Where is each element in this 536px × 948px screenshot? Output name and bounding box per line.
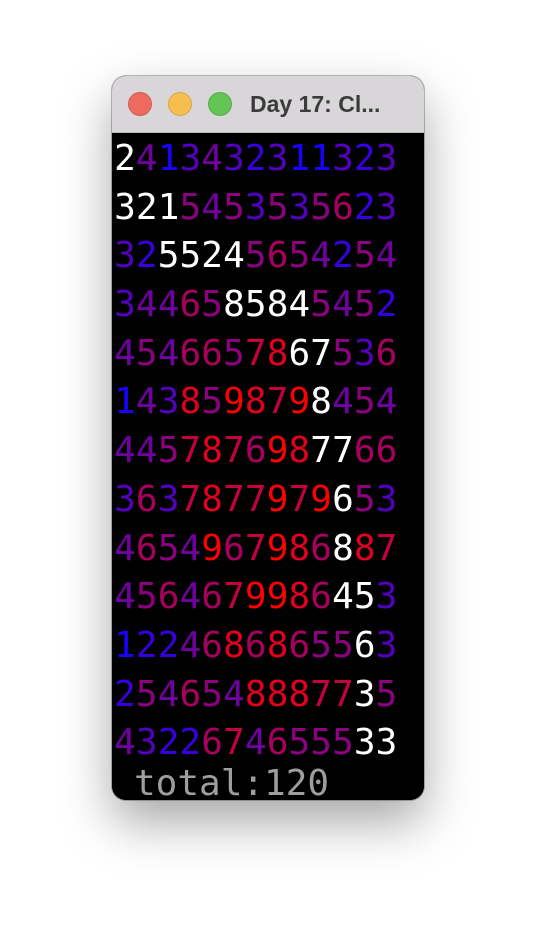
grid-cell: 5 bbox=[157, 430, 180, 472]
grid-cell: 3 bbox=[353, 332, 376, 374]
grid-cell: 5 bbox=[179, 235, 202, 277]
grid-cell: 5 bbox=[353, 381, 376, 423]
grid-cell: 6 bbox=[201, 576, 223, 618]
grid-cell: 2 bbox=[157, 624, 180, 666]
grid-cell: 5 bbox=[353, 478, 376, 520]
grid-cell: 2 bbox=[114, 673, 136, 715]
grid-cell: 6 bbox=[179, 673, 202, 715]
grid-row bbox=[114, 525, 397, 574]
grid-cell: 2 bbox=[135, 235, 158, 277]
heat-loss-grid bbox=[114, 135, 397, 768]
grid-cell: 4 bbox=[135, 138, 158, 179]
grid-cell: 6 bbox=[353, 430, 376, 472]
zoom-button[interactable] bbox=[208, 92, 232, 116]
grid-row bbox=[114, 232, 397, 281]
grid-cell: 6 bbox=[288, 332, 311, 374]
grid-cell: 5 bbox=[135, 576, 158, 618]
grid-cell: 9 bbox=[266, 527, 289, 569]
grid-cell: 3 bbox=[353, 722, 376, 764]
grid-cell: 4 bbox=[310, 235, 332, 277]
grid-cell: 6 bbox=[135, 527, 158, 569]
grid-cell: 6 bbox=[201, 332, 223, 374]
grid-cell: 5 bbox=[288, 722, 311, 764]
grid-row bbox=[114, 573, 397, 622]
grid-cell: 4 bbox=[375, 381, 398, 423]
grid-cell: 3 bbox=[157, 478, 180, 520]
grid-cell: 3 bbox=[375, 478, 398, 520]
grid-cell: 4 bbox=[157, 673, 180, 715]
grid-cell: 7 bbox=[332, 673, 354, 715]
grid-cell: 3 bbox=[244, 186, 267, 228]
grid-cell: 5 bbox=[244, 284, 267, 326]
grid-row bbox=[114, 427, 397, 476]
grid-row bbox=[114, 378, 397, 427]
grid-cell: 3 bbox=[375, 576, 398, 618]
grid-cell: 5 bbox=[353, 235, 376, 277]
grid-row bbox=[114, 476, 397, 525]
grid-cell: 4 bbox=[179, 527, 202, 569]
grid-cell: 7 bbox=[179, 478, 202, 520]
grid-cell: 2 bbox=[375, 284, 398, 326]
grid-row bbox=[114, 135, 397, 184]
grid-cell: 4 bbox=[179, 624, 202, 666]
grid-cell: 2 bbox=[114, 138, 136, 179]
grid-cell: 7 bbox=[223, 430, 245, 472]
grid-cell: 7 bbox=[223, 478, 245, 520]
grid-cell: 6 bbox=[266, 235, 289, 277]
grid-cell: 7 bbox=[310, 430, 332, 472]
grid-cell: 2 bbox=[179, 722, 202, 764]
grid-cell: 2 bbox=[135, 186, 158, 228]
total-label: total:120 bbox=[134, 763, 330, 800]
grid-cell: 5 bbox=[310, 284, 332, 326]
grid-cell: 4 bbox=[288, 284, 311, 326]
grid-row bbox=[114, 671, 397, 720]
grid-cell: 4 bbox=[179, 576, 202, 618]
grid-cell: 9 bbox=[266, 478, 289, 520]
app-window bbox=[112, 76, 424, 800]
grid-cell: 5 bbox=[244, 235, 267, 277]
grid-cell: 5 bbox=[310, 624, 332, 666]
grid-cell: 5 bbox=[135, 332, 158, 374]
grid-cell: 2 bbox=[353, 138, 376, 179]
grid-cell: 9 bbox=[266, 576, 289, 618]
grid-cell: 8 bbox=[310, 381, 332, 423]
grid-cell: 6 bbox=[179, 332, 202, 374]
grid-cell: 5 bbox=[332, 332, 354, 374]
grid-cell: 6 bbox=[310, 576, 332, 618]
grid-cell: 6 bbox=[201, 722, 223, 764]
grid-cell: 7 bbox=[244, 332, 267, 374]
grid-cell: 9 bbox=[288, 381, 311, 423]
grid-cell: 4 bbox=[135, 284, 158, 326]
grid-cell: 3 bbox=[375, 722, 398, 764]
grid-cell: 3 bbox=[223, 138, 245, 179]
minimize-button[interactable] bbox=[168, 92, 192, 116]
grid-cell: 5 bbox=[353, 284, 376, 326]
grid-cell: 3 bbox=[266, 138, 289, 179]
grid-cell: 4 bbox=[114, 722, 136, 764]
grid-cell: 8 bbox=[288, 576, 311, 618]
grid-row bbox=[114, 184, 397, 233]
grid-cell: 4 bbox=[114, 430, 136, 472]
canvas-area bbox=[112, 133, 424, 800]
grid-cell: 4 bbox=[332, 576, 354, 618]
grid-cell: 5 bbox=[266, 186, 289, 228]
window-title: Day 17: Cl... bbox=[250, 91, 381, 117]
grid-cell: 3 bbox=[353, 673, 376, 715]
grid-cell: 7 bbox=[266, 381, 289, 423]
grid-cell: 1 bbox=[288, 138, 311, 179]
grid-cell: 5 bbox=[201, 381, 223, 423]
grid-cell: 8 bbox=[244, 673, 267, 715]
grid-cell: 5 bbox=[375, 673, 398, 715]
grid-cell: 6 bbox=[288, 624, 311, 666]
grid-cell: 3 bbox=[375, 186, 398, 228]
grid-cell: 1 bbox=[157, 138, 180, 179]
grid-cell: 6 bbox=[375, 430, 398, 472]
grid-cell: 1 bbox=[114, 624, 136, 666]
grid-cell: 4 bbox=[157, 332, 180, 374]
grid-cell: 9 bbox=[310, 478, 332, 520]
grid-cell: 7 bbox=[310, 673, 332, 715]
grid-cell: 8 bbox=[201, 478, 223, 520]
grid-cell: 2 bbox=[244, 138, 267, 179]
grid-cell: 5 bbox=[157, 527, 180, 569]
grid-cell: 8 bbox=[223, 624, 245, 666]
grid-cell: 7 bbox=[332, 430, 354, 472]
grid-cell: 6 bbox=[375, 332, 398, 374]
grid-cell: 8 bbox=[244, 381, 267, 423]
grid-cell: 7 bbox=[179, 430, 202, 472]
grid-cell: 8 bbox=[266, 673, 289, 715]
grid-cell: 1 bbox=[157, 186, 180, 228]
grid-cell: 3 bbox=[114, 478, 136, 520]
grid-cell: 6 bbox=[353, 624, 376, 666]
grid-cell: 7 bbox=[375, 527, 398, 569]
grid-cell: 4 bbox=[375, 235, 398, 277]
grid-cell: 6 bbox=[201, 624, 223, 666]
grid-cell: 9 bbox=[266, 430, 289, 472]
grid-cell: 3 bbox=[114, 186, 136, 228]
grid-cell: 5 bbox=[353, 576, 376, 618]
grid-cell: 1 bbox=[114, 381, 136, 423]
grid-cell: 2 bbox=[157, 722, 180, 764]
grid-cell: 7 bbox=[223, 576, 245, 618]
grid-cell: 6 bbox=[332, 186, 354, 228]
grid-cell: 2 bbox=[353, 186, 376, 228]
grid-cell: 5 bbox=[201, 284, 223, 326]
grid-cell: 8 bbox=[288, 673, 311, 715]
grid-cell: 8 bbox=[179, 381, 202, 423]
grid-cell: 8 bbox=[332, 527, 354, 569]
grid-cell: 7 bbox=[310, 332, 332, 374]
grid-cell: 4 bbox=[244, 722, 267, 764]
grid-cell: 4 bbox=[223, 235, 245, 277]
grid-cell: 8 bbox=[266, 332, 289, 374]
grid-cell: 3 bbox=[135, 722, 158, 764]
grid-cell: 4 bbox=[201, 138, 223, 179]
grid-cell: 9 bbox=[244, 576, 267, 618]
grid-cell: 4 bbox=[223, 673, 245, 715]
close-button[interactable] bbox=[128, 92, 152, 116]
grid-cell: 6 bbox=[157, 576, 180, 618]
grid-cell: 6 bbox=[310, 527, 332, 569]
grid-cell: 5 bbox=[157, 235, 180, 277]
grid-cell: 6 bbox=[332, 478, 354, 520]
grid-cell: 4 bbox=[332, 284, 354, 326]
title-bar[interactable] bbox=[112, 76, 424, 133]
grid-cell: 8 bbox=[266, 284, 289, 326]
grid-cell: 3 bbox=[375, 624, 398, 666]
grid-cell: 8 bbox=[201, 430, 223, 472]
grid-cell: 4 bbox=[157, 284, 180, 326]
grid-cell: 5 bbox=[223, 332, 245, 374]
grid-cell: 5 bbox=[135, 673, 158, 715]
grid-cell: 3 bbox=[179, 138, 202, 179]
grid-cell: 7 bbox=[244, 478, 267, 520]
grid-cell: 8 bbox=[353, 527, 376, 569]
grid-cell: 4 bbox=[332, 381, 354, 423]
grid-row bbox=[114, 622, 397, 671]
grid-cell: 4 bbox=[135, 381, 158, 423]
grid-cell: 9 bbox=[223, 381, 245, 423]
grid-cell: 5 bbox=[310, 722, 332, 764]
grid-cell: 5 bbox=[223, 186, 245, 228]
grid-cell: 6 bbox=[223, 527, 245, 569]
grid-cell: 4 bbox=[135, 430, 158, 472]
grid-cell: 8 bbox=[288, 430, 311, 472]
grid-cell: 9 bbox=[201, 527, 223, 569]
grid-cell: 7 bbox=[244, 527, 267, 569]
grid-cell: 3 bbox=[288, 186, 311, 228]
grid-row bbox=[114, 719, 397, 768]
grid-cell: 3 bbox=[114, 284, 136, 326]
grid-cell: 3 bbox=[375, 138, 398, 179]
grid-cell: 5 bbox=[288, 235, 311, 277]
grid-cell: 2 bbox=[201, 235, 223, 277]
grid-cell: 8 bbox=[223, 284, 245, 326]
grid-cell: 2 bbox=[135, 624, 158, 666]
grid-cell: 1 bbox=[310, 138, 332, 179]
grid-row bbox=[114, 281, 397, 330]
grid-cell: 4 bbox=[201, 186, 223, 228]
grid-cell: 4 bbox=[114, 527, 136, 569]
grid-cell: 5 bbox=[310, 186, 332, 228]
grid-cell: 3 bbox=[157, 381, 180, 423]
grid-cell: 6 bbox=[244, 624, 267, 666]
grid-cell: 5 bbox=[332, 624, 354, 666]
grid-cell: 4 bbox=[114, 332, 136, 374]
grid-row bbox=[114, 330, 397, 379]
grid-cell: 4 bbox=[114, 576, 136, 618]
grid-cell: 3 bbox=[114, 235, 136, 277]
grid-cell: 7 bbox=[288, 478, 311, 520]
grid-cell: 6 bbox=[244, 430, 267, 472]
grid-cell: 8 bbox=[266, 624, 289, 666]
grid-cell: 8 bbox=[288, 527, 311, 569]
grid-cell: 5 bbox=[201, 673, 223, 715]
grid-cell: 6 bbox=[179, 284, 202, 326]
grid-cell: 2 bbox=[332, 235, 354, 277]
grid-cell: 3 bbox=[332, 138, 354, 179]
grid-cell: 5 bbox=[332, 722, 354, 764]
grid-cell: 7 bbox=[223, 722, 245, 764]
grid-cell: 6 bbox=[266, 722, 289, 764]
grid-cell: 6 bbox=[135, 478, 158, 520]
grid-cell: 5 bbox=[179, 186, 202, 228]
